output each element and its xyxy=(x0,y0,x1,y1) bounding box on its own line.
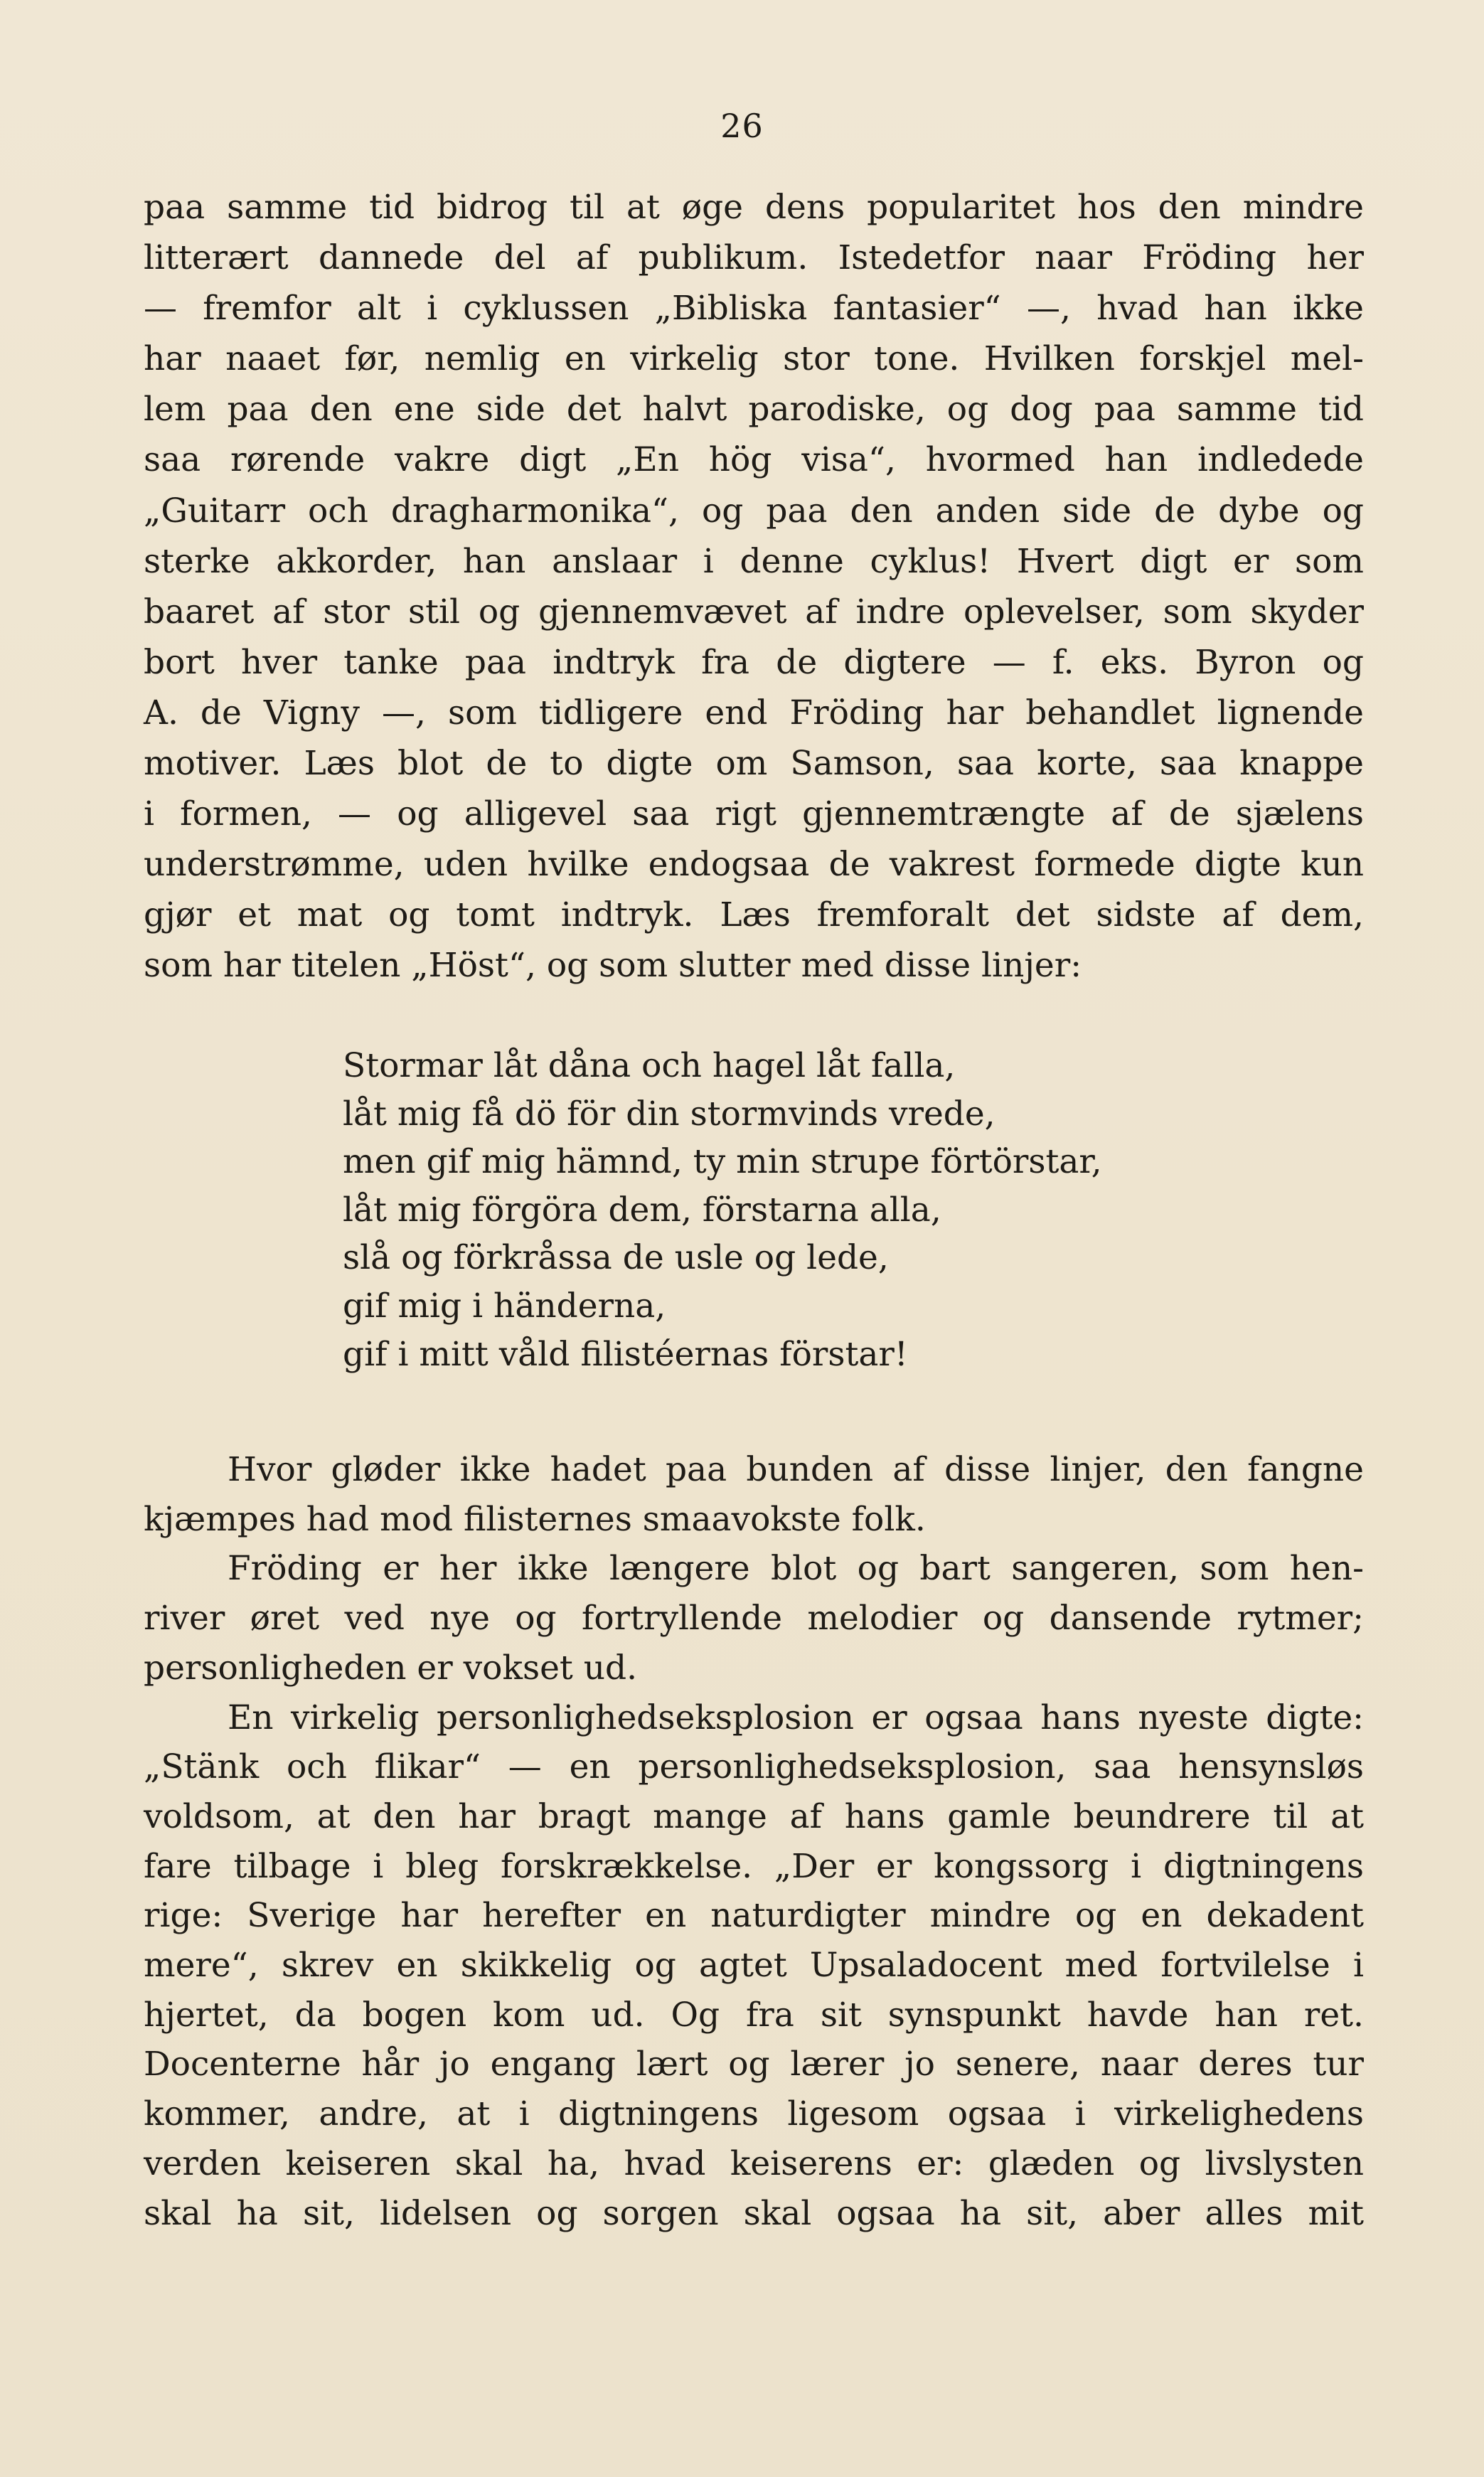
text-line: skal ha sit, lidelsen og sorgen skal ogsaa ha sit, aber alles mit xyxy=(144,2193,1364,2233)
paragraph-4 xyxy=(144,1693,1364,2239)
page-number: 26 xyxy=(720,107,764,145)
text-line: litterært dannede del af publikum. Istedetfor naar Fröding her xyxy=(144,238,1364,278)
poem-line: låt mig förgöra dem, förstarna alla, xyxy=(343,1190,941,1230)
text-line: som har titelen „Höst“, og som slutter med disse linjer: xyxy=(144,946,1082,986)
text-line: bort hver tanke paa indtryk fra de digtere — f. eks. Byron og xyxy=(144,642,1364,682)
text-line: river øret ved nye og fortryllende melodier og dansende rytmer; xyxy=(144,1599,1364,1639)
poem-line: gif mig i händerna, xyxy=(343,1286,666,1326)
text-line: Hvor gløder ikke hadet paa bunden af disse linjer, den fangne xyxy=(228,1450,1364,1489)
poem-quote xyxy=(343,1042,1102,1378)
paragraph-3 xyxy=(144,1544,1364,1693)
paragraph-2 xyxy=(144,1445,1364,1544)
text-line: En virkelig personlighedseksplosion er ogsaa hans nyeste digte: xyxy=(228,1698,1364,1737)
poem-line: låt mig få dö för din stormvinds vrede, xyxy=(343,1094,995,1134)
text-line: Docenterne hår jo engang lært og lærer jo senere, naar deres tur xyxy=(144,2045,1364,2084)
text-line: paa samme tid bidrog til at øge dens popularitet hos den mindre xyxy=(144,188,1364,227)
poem-line: gif i mitt våld filistéernas förstar! xyxy=(343,1334,908,1374)
poem-line: slå og förkråssa de usle og lede, xyxy=(343,1238,889,1278)
text-line: „Guitarr och dragharmonika“, og paa den anden side de dybe og xyxy=(144,491,1364,531)
text-line: lem paa den ene side det halvt parodiske, og dog paa samme tid xyxy=(144,390,1364,430)
text-line: verden keiseren skal ha, hvad keiserens er: glæden og livslysten xyxy=(144,2143,1364,2183)
text-line: mere“, skrev en skikkelig og agtet Upsaladocent med fortvilelse i xyxy=(144,1946,1364,1986)
paragraph-1 xyxy=(144,182,1364,991)
text-line: har naaet før, nemlig en virkelig stor tone. Hvilken forskjel mel- xyxy=(144,339,1364,379)
text-line: saa rørende vakre digt „En hög visa“, hvormed han indledede xyxy=(144,440,1364,480)
text-line: A. de Vigny —, som tidligere end Fröding har behandlet lignende xyxy=(144,693,1364,733)
text-line: hjertet, da bogen kom ud. Og fra sit synspunkt havde han ret. xyxy=(144,1995,1364,2035)
text-line: kommer, andre, at i digtningens ligesom ogsaa i virkelighedens xyxy=(144,2094,1364,2134)
text-line: sterke akkorder, han anslaar i denne cyklus! Hvert digt er som xyxy=(144,541,1364,581)
text-line: kjæmpes had mod filisternes smaavokste folk. xyxy=(144,1499,926,1539)
text-line: motiver. Læs blot de to digte om Samson, saa korte, saa knappe xyxy=(144,744,1364,784)
text-line: understrømme, uden hvilke endogsaa de vakrest formede digte kun xyxy=(144,845,1364,885)
text-line: Fröding er her ikke længere blot og bart sangeren, som hen- xyxy=(228,1549,1364,1589)
text-line: gjør et mat og tomt indtryk. Læs fremforalt det sidste af dem, xyxy=(144,895,1364,935)
text-line: baaret af stor stil og gjennemvævet af indre oplevelser, som skyder xyxy=(144,592,1364,632)
text-line: personligheden er vokset ud. xyxy=(144,1648,638,1688)
text-line: i formen, — og alligevel saa rigt gjennemtrængte af de sjælens xyxy=(144,794,1364,834)
text-line: „Stänk och flikar“ — en personlighedseksplosion, saa hensynsløs xyxy=(144,1747,1364,1787)
poem-line: Stormar låt dåna och hagel låt falla, xyxy=(343,1046,956,1085)
text-line: — fremfor alt i cyklussen „Bibliska fantasier“ —, hvad han ikke xyxy=(144,289,1364,329)
text-line: rige: Sverige har herefter en naturdigter mindre og en dekadent xyxy=(144,1896,1364,1936)
text-line: voldsom, at den har bragt mange af hans gamle beundrere til at xyxy=(144,1796,1364,1836)
continued-text xyxy=(144,1445,1364,2238)
poem-line: men gif mig hämnd, ty min strupe förtörstar, xyxy=(343,1142,1102,1182)
text-line: fare tilbage i bleg forskrækkelse. „Der er kongssorg i digtningens xyxy=(144,1846,1364,1886)
